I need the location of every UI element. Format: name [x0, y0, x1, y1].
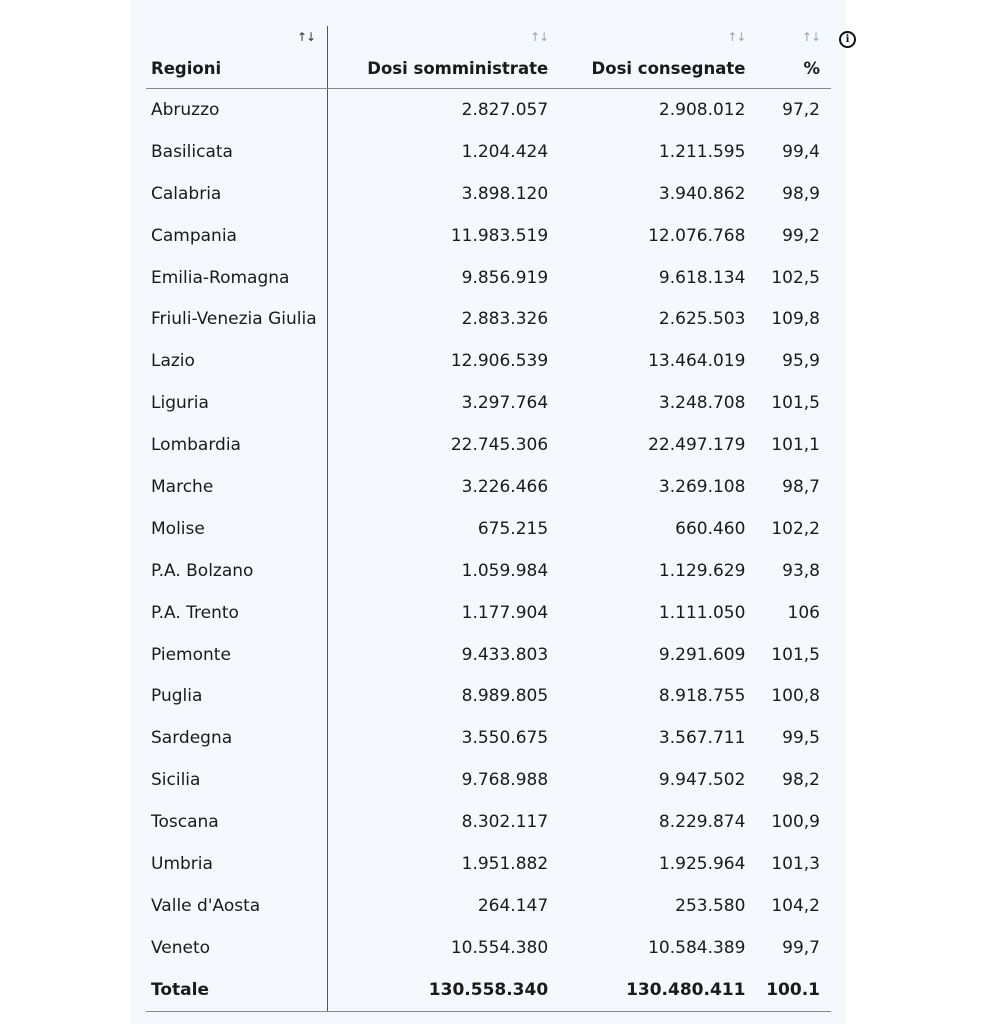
cell-percent: 98,7 — [782, 476, 820, 497]
cell-dosi-somministrate: 1.204.424 — [461, 141, 549, 162]
table-row — [146, 382, 831, 424]
column-header-dosi-consegnate[interactable] — [548, 26, 745, 89]
vaccine-doses-table — [146, 26, 831, 1012]
cell-dosi-somministrate: 2.883.326 — [461, 309, 549, 330]
cell-dosi-consegnate: 3.940.862 — [658, 183, 746, 204]
sort-arrows-icon[interactable]: ↑↓ — [530, 30, 549, 44]
cell-dosi-somministrate: 3.297.764 — [461, 393, 549, 414]
cell-regione: Campania — [146, 215, 328, 257]
cell-dosi-consegnate: 8.918.755 — [658, 686, 746, 707]
cell-regione: Marche — [146, 466, 328, 508]
cell-percent: 106 — [787, 602, 820, 623]
cell-regione: P.A. Bolzano — [146, 550, 328, 592]
table-row — [146, 550, 831, 592]
cell-percent: 102,5 — [771, 267, 820, 288]
cell-dosi-consegnate: 9.291.609 — [658, 644, 746, 665]
cell-dosi-consegnate: 2.625.503 — [658, 309, 746, 330]
table-row — [146, 424, 831, 466]
cell-percent: 100,9 — [771, 812, 820, 833]
table-row — [146, 801, 831, 843]
cell-regione: Abruzzo — [146, 89, 328, 131]
total-percent: 100.1 — [745, 969, 831, 1011]
cell-dosi-somministrate: 10.554.380 — [450, 937, 549, 958]
column-header-dosi-somministrate[interactable] — [328, 26, 549, 89]
cell-dosi-somministrate: 22.745.306 — [450, 435, 549, 456]
column-header-label: % — [803, 59, 820, 78]
table-row — [146, 508, 831, 550]
table-row — [146, 215, 831, 257]
cell-dosi-somministrate: 1.951.882 — [461, 853, 549, 874]
cell-percent: 99,2 — [782, 225, 820, 246]
cell-percent: 102,2 — [771, 518, 820, 539]
cell-dosi-somministrate: 11.983.519 — [450, 225, 549, 246]
column-header-percent[interactable] — [745, 26, 831, 89]
cell-regione: Lombardia — [146, 424, 328, 466]
cell-percent: 98,9 — [782, 183, 820, 204]
table-row — [146, 592, 831, 634]
cell-dosi-somministrate: 12.906.539 — [450, 351, 549, 372]
table-row — [146, 927, 831, 969]
cell-dosi-somministrate: 675.215 — [477, 518, 549, 539]
table-row — [146, 675, 831, 717]
cell-percent: 98,2 — [782, 770, 820, 791]
cell-dosi-somministrate: 9.768.988 — [461, 770, 549, 791]
sort-arrows-icon[interactable]: ↑↓ — [296, 30, 316, 44]
cell-dosi-consegnate: 253.580 — [675, 895, 746, 916]
cell-regione: Toscana — [146, 801, 328, 843]
cell-percent: 93,8 — [782, 560, 820, 581]
cell-dosi-consegnate: 9.618.134 — [658, 267, 746, 288]
cell-regione: Friuli-Venezia Giulia — [146, 298, 328, 340]
cell-dosi-somministrate: 9.856.919 — [461, 267, 549, 288]
cell-dosi-consegnate: 9.947.502 — [658, 770, 746, 791]
cell-dosi-consegnate: 2.908.012 — [658, 99, 746, 120]
column-header-label: Regioni — [151, 59, 222, 78]
cell-regione: Liguria — [146, 382, 328, 424]
cell-dosi-somministrate: 9.433.803 — [461, 644, 549, 665]
table-row — [146, 759, 831, 801]
cell-regione: Veneto — [146, 927, 328, 969]
column-header-regioni[interactable] — [146, 26, 328, 89]
cell-dosi-somministrate: 2.827.057 — [461, 99, 549, 120]
cell-dosi-consegnate: 1.111.050 — [658, 602, 746, 623]
cell-dosi-consegnate: 3.269.108 — [658, 476, 746, 497]
cell-regione: Basilicata — [146, 131, 328, 173]
cell-dosi-somministrate: 3.226.466 — [461, 476, 549, 497]
table-row — [146, 173, 831, 215]
cell-dosi-somministrate: 264.147 — [477, 895, 549, 916]
cell-percent: 104,2 — [771, 895, 820, 916]
cell-percent: 101,5 — [771, 644, 820, 665]
sort-arrows-icon[interactable]: ↑↓ — [727, 30, 746, 44]
total-label: Totale — [146, 969, 328, 1011]
cell-regione: P.A. Trento — [146, 592, 328, 634]
cell-dosi-somministrate: 1.059.984 — [461, 560, 549, 581]
table-row — [146, 340, 831, 382]
cell-regione: Sicilia — [146, 759, 328, 801]
table-row — [146, 257, 831, 299]
cell-dosi-consegnate: 660.460 — [675, 518, 746, 539]
cell-percent: 100,8 — [771, 686, 820, 707]
cell-dosi-somministrate: 3.550.675 — [461, 728, 549, 749]
sort-arrows-icon[interactable]: ↑↓ — [801, 30, 820, 44]
table-header-row — [146, 26, 831, 89]
cell-dosi-somministrate: 8.989.805 — [461, 686, 549, 707]
column-header-label: Dosi consegnate — [591, 59, 746, 78]
table-row — [146, 843, 831, 885]
cell-regione: Lazio — [146, 340, 328, 382]
cell-dosi-somministrate: 8.302.117 — [461, 812, 549, 833]
cell-dosi-consegnate: 10.584.389 — [648, 937, 746, 958]
cell-dosi-consegnate: 1.925.964 — [658, 853, 746, 874]
cell-percent: 101,3 — [771, 853, 820, 874]
cell-regione: Piemonte — [146, 634, 328, 676]
cell-dosi-consegnate: 3.248.708 — [658, 393, 746, 414]
cell-percent: 97,2 — [782, 99, 820, 120]
column-header-label: Dosi somministrate — [367, 59, 549, 78]
cell-regione: Puglia — [146, 675, 328, 717]
cell-percent: 101,1 — [771, 435, 820, 456]
table-total-row — [146, 969, 831, 1011]
cell-dosi-somministrate: 3.898.120 — [461, 183, 549, 204]
cell-dosi-consegnate: 22.497.179 — [648, 435, 746, 456]
cell-regione: Sardegna — [146, 717, 328, 759]
cell-percent: 109,8 — [771, 309, 820, 330]
table-row — [146, 885, 831, 927]
table-row — [146, 717, 831, 759]
cell-regione: Valle d'Aosta — [146, 885, 328, 927]
cell-regione: Calabria — [146, 173, 328, 215]
cell-percent: 95,9 — [782, 351, 820, 372]
total-dosi-consegnate: 130.480.411 — [548, 969, 745, 1011]
cell-dosi-consegnate: 1.211.595 — [658, 141, 746, 162]
cell-dosi-consegnate: 3.567.711 — [658, 728, 746, 749]
cell-dosi-consegnate: 12.076.768 — [648, 225, 746, 246]
cell-percent: 99,7 — [782, 937, 820, 958]
cell-percent: 101,5 — [771, 393, 820, 414]
cell-regione: Emilia-Romagna — [146, 257, 328, 299]
cell-dosi-consegnate: 13.464.019 — [648, 351, 746, 372]
cell-percent: 99,5 — [782, 728, 820, 749]
cell-percent: 99,4 — [782, 141, 820, 162]
cell-regione: Umbria — [146, 843, 328, 885]
table-row — [146, 634, 831, 676]
cell-regione: Molise — [146, 508, 328, 550]
cell-dosi-somministrate: 1.177.904 — [461, 602, 549, 623]
table-row — [146, 466, 831, 508]
table-row — [146, 89, 831, 131]
cell-dosi-consegnate: 8.229.874 — [658, 812, 746, 833]
info-icon[interactable]: i — [839, 31, 856, 48]
cell-dosi-consegnate: 1.129.629 — [658, 560, 746, 581]
table-row — [146, 298, 831, 340]
total-dosi-somministrate: 130.558.340 — [328, 969, 549, 1011]
table-row — [146, 131, 831, 173]
